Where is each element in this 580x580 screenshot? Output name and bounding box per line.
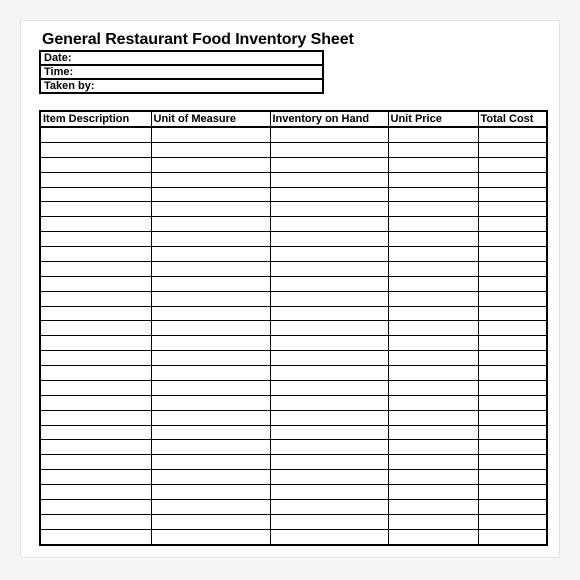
unit-price-cell[interactable] <box>388 380 478 395</box>
total-cost-cell[interactable] <box>478 529 547 545</box>
inventory-on-hand-cell[interactable] <box>270 306 388 321</box>
item-description-cell[interactable] <box>40 425 151 440</box>
total-cost-cell[interactable] <box>478 514 547 529</box>
total-cost-cell[interactable] <box>478 127 547 142</box>
table-row <box>40 499 547 514</box>
table-row <box>40 232 547 247</box>
unit-of-measure-cell[interactable] <box>151 276 270 291</box>
unit-price-cell[interactable] <box>388 470 478 485</box>
table-row <box>40 247 547 262</box>
total-cost-cell[interactable] <box>478 157 547 172</box>
item-description-cell[interactable] <box>40 395 151 410</box>
item-description-cell[interactable] <box>40 351 151 366</box>
total-cost-cell[interactable] <box>478 217 547 232</box>
unit-price-cell[interactable] <box>388 455 478 470</box>
time-field[interactable]: Time: <box>40 65 323 79</box>
unit-of-measure-cell[interactable] <box>151 232 270 247</box>
total-cost-cell[interactable] <box>478 306 547 321</box>
unit-of-measure-cell[interactable] <box>151 514 270 529</box>
total-cost-cell[interactable] <box>478 232 547 247</box>
total-cost-cell[interactable] <box>478 499 547 514</box>
unit-price-cell[interactable] <box>388 247 478 262</box>
table-header-row <box>40 111 547 127</box>
table-row <box>40 172 547 187</box>
unit-of-measure-cell[interactable] <box>151 157 270 172</box>
item-description-cell[interactable] <box>40 127 151 142</box>
item-description-cell[interactable] <box>40 291 151 306</box>
item-description-cell[interactable] <box>40 455 151 470</box>
table-row <box>40 425 547 440</box>
total-cost-cell[interactable] <box>478 291 547 306</box>
unit-of-measure-cell[interactable] <box>151 172 270 187</box>
item-description-cell[interactable] <box>40 529 151 545</box>
table-row <box>40 514 547 529</box>
inventory-on-hand-cell[interactable] <box>270 485 388 500</box>
inventory-on-hand-cell[interactable] <box>270 470 388 485</box>
item-description-cell[interactable] <box>40 247 151 262</box>
table-row <box>40 127 547 142</box>
inventory-on-hand-cell[interactable] <box>270 291 388 306</box>
total-cost-cell[interactable] <box>478 202 547 217</box>
unit-of-measure-cell[interactable] <box>151 395 270 410</box>
item-description-cell[interactable] <box>40 514 151 529</box>
unit-of-measure-cell[interactable] <box>151 366 270 381</box>
unit-price-cell[interactable] <box>388 127 478 142</box>
table-row <box>40 261 547 276</box>
unit-price-cell[interactable] <box>388 410 478 425</box>
table-row <box>40 380 547 395</box>
inventory-on-hand-cell[interactable] <box>270 529 388 545</box>
inventory-on-hand-cell[interactable] <box>270 499 388 514</box>
unit-of-measure-cell[interactable] <box>151 321 270 336</box>
column-header-total-cost: Total Cost <box>478 111 547 127</box>
table-row <box>40 485 547 500</box>
unit-price-cell[interactable] <box>388 514 478 529</box>
unit-of-measure-cell[interactable] <box>151 455 270 470</box>
unit-of-measure-cell[interactable] <box>151 425 270 440</box>
unit-price-cell[interactable] <box>388 485 478 500</box>
unit-price-cell[interactable] <box>388 232 478 247</box>
header-fields-table <box>39 50 324 94</box>
item-description-cell[interactable] <box>40 410 151 425</box>
inventory-on-hand-cell[interactable] <box>270 142 388 157</box>
item-description-cell[interactable] <box>40 485 151 500</box>
time-field-row <box>40 65 323 79</box>
inventory-on-hand-cell[interactable] <box>270 261 388 276</box>
item-description-cell[interactable] <box>40 321 151 336</box>
unit-of-measure-cell[interactable] <box>151 217 270 232</box>
total-cost-cell[interactable] <box>478 425 547 440</box>
total-cost-cell[interactable] <box>478 351 547 366</box>
inventory-on-hand-cell[interactable] <box>270 321 388 336</box>
total-cost-cell[interactable] <box>478 440 547 455</box>
unit-price-cell[interactable] <box>388 440 478 455</box>
unit-of-measure-cell[interactable] <box>151 336 270 351</box>
unit-of-measure-cell[interactable] <box>151 440 270 455</box>
unit-price-cell[interactable] <box>388 395 478 410</box>
unit-of-measure-cell[interactable] <box>151 351 270 366</box>
unit-price-cell[interactable] <box>388 291 478 306</box>
unit-of-measure-cell[interactable] <box>151 306 270 321</box>
total-cost-cell[interactable] <box>478 455 547 470</box>
date-field-row <box>40 51 323 65</box>
table-row <box>40 276 547 291</box>
unit-price-cell[interactable] <box>388 499 478 514</box>
table-row <box>40 455 547 470</box>
unit-of-measure-cell[interactable] <box>151 470 270 485</box>
table-row <box>40 291 547 306</box>
unit-of-measure-cell[interactable] <box>151 202 270 217</box>
table-row <box>40 217 547 232</box>
table-row <box>40 529 547 545</box>
unit-price-cell[interactable] <box>388 306 478 321</box>
table-row <box>40 306 547 321</box>
column-header-item-description: Item Description <box>40 111 151 127</box>
unit-price-cell[interactable] <box>388 142 478 157</box>
item-description-cell[interactable] <box>40 187 151 202</box>
table-row <box>40 366 547 381</box>
unit-price-cell[interactable] <box>388 261 478 276</box>
inventory-on-hand-cell[interactable] <box>270 127 388 142</box>
inventory-on-hand-cell[interactable] <box>270 366 388 381</box>
inventory-on-hand-cell[interactable] <box>270 455 388 470</box>
unit-price-cell[interactable] <box>388 321 478 336</box>
total-cost-cell[interactable] <box>478 321 547 336</box>
total-cost-cell[interactable] <box>478 336 547 351</box>
total-cost-cell[interactable] <box>478 470 547 485</box>
unit-price-cell[interactable] <box>388 172 478 187</box>
item-description-cell[interactable] <box>40 276 151 291</box>
unit-price-cell[interactable] <box>388 187 478 202</box>
item-description-cell[interactable] <box>40 142 151 157</box>
inventory-on-hand-cell[interactable] <box>270 425 388 440</box>
unit-of-measure-cell[interactable] <box>151 247 270 262</box>
unit-price-cell[interactable] <box>388 217 478 232</box>
unit-of-measure-cell[interactable] <box>151 529 270 545</box>
column-header-unit-price: Unit Price <box>388 111 478 127</box>
unit-of-measure-cell[interactable] <box>151 261 270 276</box>
unit-price-cell[interactable] <box>388 351 478 366</box>
table-row <box>40 157 547 172</box>
total-cost-cell[interactable] <box>478 261 547 276</box>
item-description-cell[interactable] <box>40 306 151 321</box>
total-cost-cell[interactable] <box>478 395 547 410</box>
unit-of-measure-cell[interactable] <box>151 127 270 142</box>
item-description-cell[interactable] <box>40 217 151 232</box>
unit-of-measure-cell[interactable] <box>151 485 270 500</box>
unit-of-measure-cell[interactable] <box>151 187 270 202</box>
unit-price-cell[interactable] <box>388 425 478 440</box>
inventory-on-hand-cell[interactable] <box>270 440 388 455</box>
taken-by-field[interactable]: Taken by: <box>40 79 323 93</box>
column-header-unit-of-measure: Unit of Measure <box>151 111 270 127</box>
inventory-on-hand-cell[interactable] <box>270 187 388 202</box>
inventory-table <box>39 110 548 546</box>
unit-price-cell[interactable] <box>388 366 478 381</box>
inventory-on-hand-cell[interactable] <box>270 172 388 187</box>
date-field[interactable]: Date: <box>40 51 323 65</box>
total-cost-cell[interactable] <box>478 142 547 157</box>
unit-price-cell[interactable] <box>388 202 478 217</box>
item-description-cell[interactable] <box>40 202 151 217</box>
unit-of-measure-cell[interactable] <box>151 142 270 157</box>
item-description-cell[interactable] <box>40 232 151 247</box>
total-cost-cell[interactable] <box>478 172 547 187</box>
inventory-on-hand-cell[interactable] <box>270 410 388 425</box>
item-description-cell[interactable] <box>40 470 151 485</box>
document-title: General Restaurant Food Inventory Sheet <box>42 31 354 48</box>
total-cost-cell[interactable] <box>478 380 547 395</box>
item-description-cell[interactable] <box>40 499 151 514</box>
table-row <box>40 351 547 366</box>
unit-of-measure-cell[interactable] <box>151 380 270 395</box>
total-cost-cell[interactable] <box>478 366 547 381</box>
inventory-on-hand-cell[interactable] <box>270 202 388 217</box>
item-description-cell[interactable] <box>40 261 151 276</box>
unit-of-measure-cell[interactable] <box>151 410 270 425</box>
inventory-on-hand-cell[interactable] <box>270 157 388 172</box>
total-cost-cell[interactable] <box>478 485 547 500</box>
item-description-cell[interactable] <box>40 366 151 381</box>
table-row <box>40 470 547 485</box>
inventory-on-hand-cell[interactable] <box>270 232 388 247</box>
unit-of-measure-cell[interactable] <box>151 499 270 514</box>
table-row <box>40 410 547 425</box>
inventory-on-hand-cell[interactable] <box>270 217 388 232</box>
taken-by-field-row <box>40 79 323 93</box>
column-header-inventory-on-hand: Inventory on Hand <box>270 111 388 127</box>
total-cost-cell[interactable] <box>478 276 547 291</box>
table-row <box>40 321 547 336</box>
item-description-cell[interactable] <box>40 172 151 187</box>
total-cost-cell[interactable] <box>478 410 547 425</box>
inventory-on-hand-cell[interactable] <box>270 336 388 351</box>
item-description-cell[interactable] <box>40 440 151 455</box>
total-cost-cell[interactable] <box>478 187 547 202</box>
table-row <box>40 336 547 351</box>
unit-price-cell[interactable] <box>388 529 478 545</box>
table-row <box>40 187 547 202</box>
inventory-on-hand-cell[interactable] <box>270 276 388 291</box>
unit-of-measure-cell[interactable] <box>151 291 270 306</box>
item-description-cell[interactable] <box>40 380 151 395</box>
unit-price-cell[interactable] <box>388 157 478 172</box>
table-row <box>40 142 547 157</box>
unit-price-cell[interactable] <box>388 336 478 351</box>
inventory-on-hand-cell[interactable] <box>270 395 388 410</box>
inventory-table-body <box>40 127 547 545</box>
table-row <box>40 202 547 217</box>
inventory-on-hand-cell[interactable] <box>270 380 388 395</box>
inventory-on-hand-cell[interactable] <box>270 247 388 262</box>
total-cost-cell[interactable] <box>478 247 547 262</box>
table-row <box>40 395 547 410</box>
unit-price-cell[interactable] <box>388 276 478 291</box>
inventory-on-hand-cell[interactable] <box>270 351 388 366</box>
item-description-cell[interactable] <box>40 336 151 351</box>
inventory-on-hand-cell[interactable] <box>270 514 388 529</box>
table-row <box>40 440 547 455</box>
item-description-cell[interactable] <box>40 157 151 172</box>
